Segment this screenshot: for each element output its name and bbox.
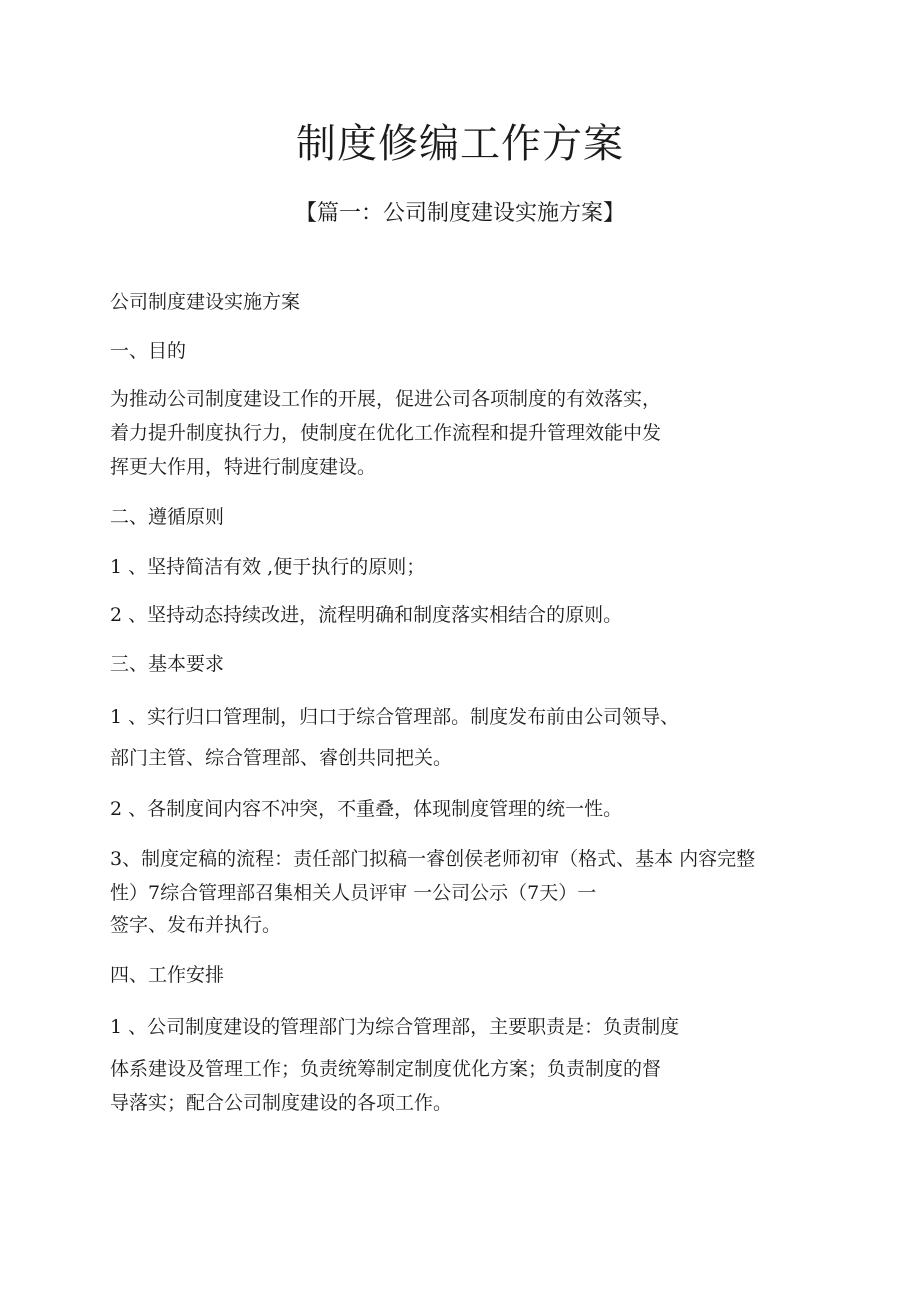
document-subtitle: 【篇一：公司制度建设实施方案】 — [294, 201, 625, 226]
paragraph-line: 挥更大作用，特进行制度建设。 — [110, 456, 377, 478]
paragraph-line: 1 、实行归口管理制，归口于综合管理部。制度发布前由公司领导、 — [110, 706, 680, 728]
paragraph-line: 3、制度定稿的流程：责任部门拟稿一睿创侯老师初审（格式、基本 内容完整 — [110, 848, 756, 870]
section-heading: 二、遵循原则 — [110, 506, 225, 528]
paragraph-line: 性）7综合管理部召集相关人员评审 一公司公示（7天）一 — [110, 882, 597, 904]
paragraph-line: 1 、公司制度建设的管理部门为综合管理部，主要职责是：负责制度 — [110, 1016, 680, 1038]
paragraph-line: 着力提升制度执行力，使制度在优化工作流程和提升管理效能中发 — [110, 422, 662, 444]
section-heading: 四、工作安排 — [110, 964, 225, 986]
section-heading: 一、目的 — [110, 340, 187, 362]
paragraph-line: 导落实；配合公司制度建设的各项工作。 — [110, 1092, 453, 1114]
document-title: 制度修编工作方案 — [296, 121, 624, 167]
paragraph-line: 部门主管、综合管理部、睿创共同把关。 — [110, 747, 453, 769]
section-heading: 公司制度建设实施方案 — [110, 291, 301, 313]
paragraph-line: 签字、发布并执行。 — [110, 914, 282, 936]
paragraph-line: 为推动公司制度建设工作的开展，促进公司各项制度的有效落实， — [110, 388, 662, 410]
paragraph-line: 体系建设及管理工作；负责统筹制定制度优化方案；负责制度的督 — [110, 1058, 662, 1080]
paragraph-line: 2 、各制度间内容不冲突，不重叠，体现制度管理的统一性。 — [110, 798, 623, 820]
paragraph-line: 1 、坚持简洁有效 ,便于执行的原则； — [110, 556, 426, 578]
section-heading: 三、基本要求 — [110, 653, 225, 675]
paragraph-line: 2 、坚持动态持续改进，流程明确和制度落实相结合的原则。 — [110, 604, 623, 626]
